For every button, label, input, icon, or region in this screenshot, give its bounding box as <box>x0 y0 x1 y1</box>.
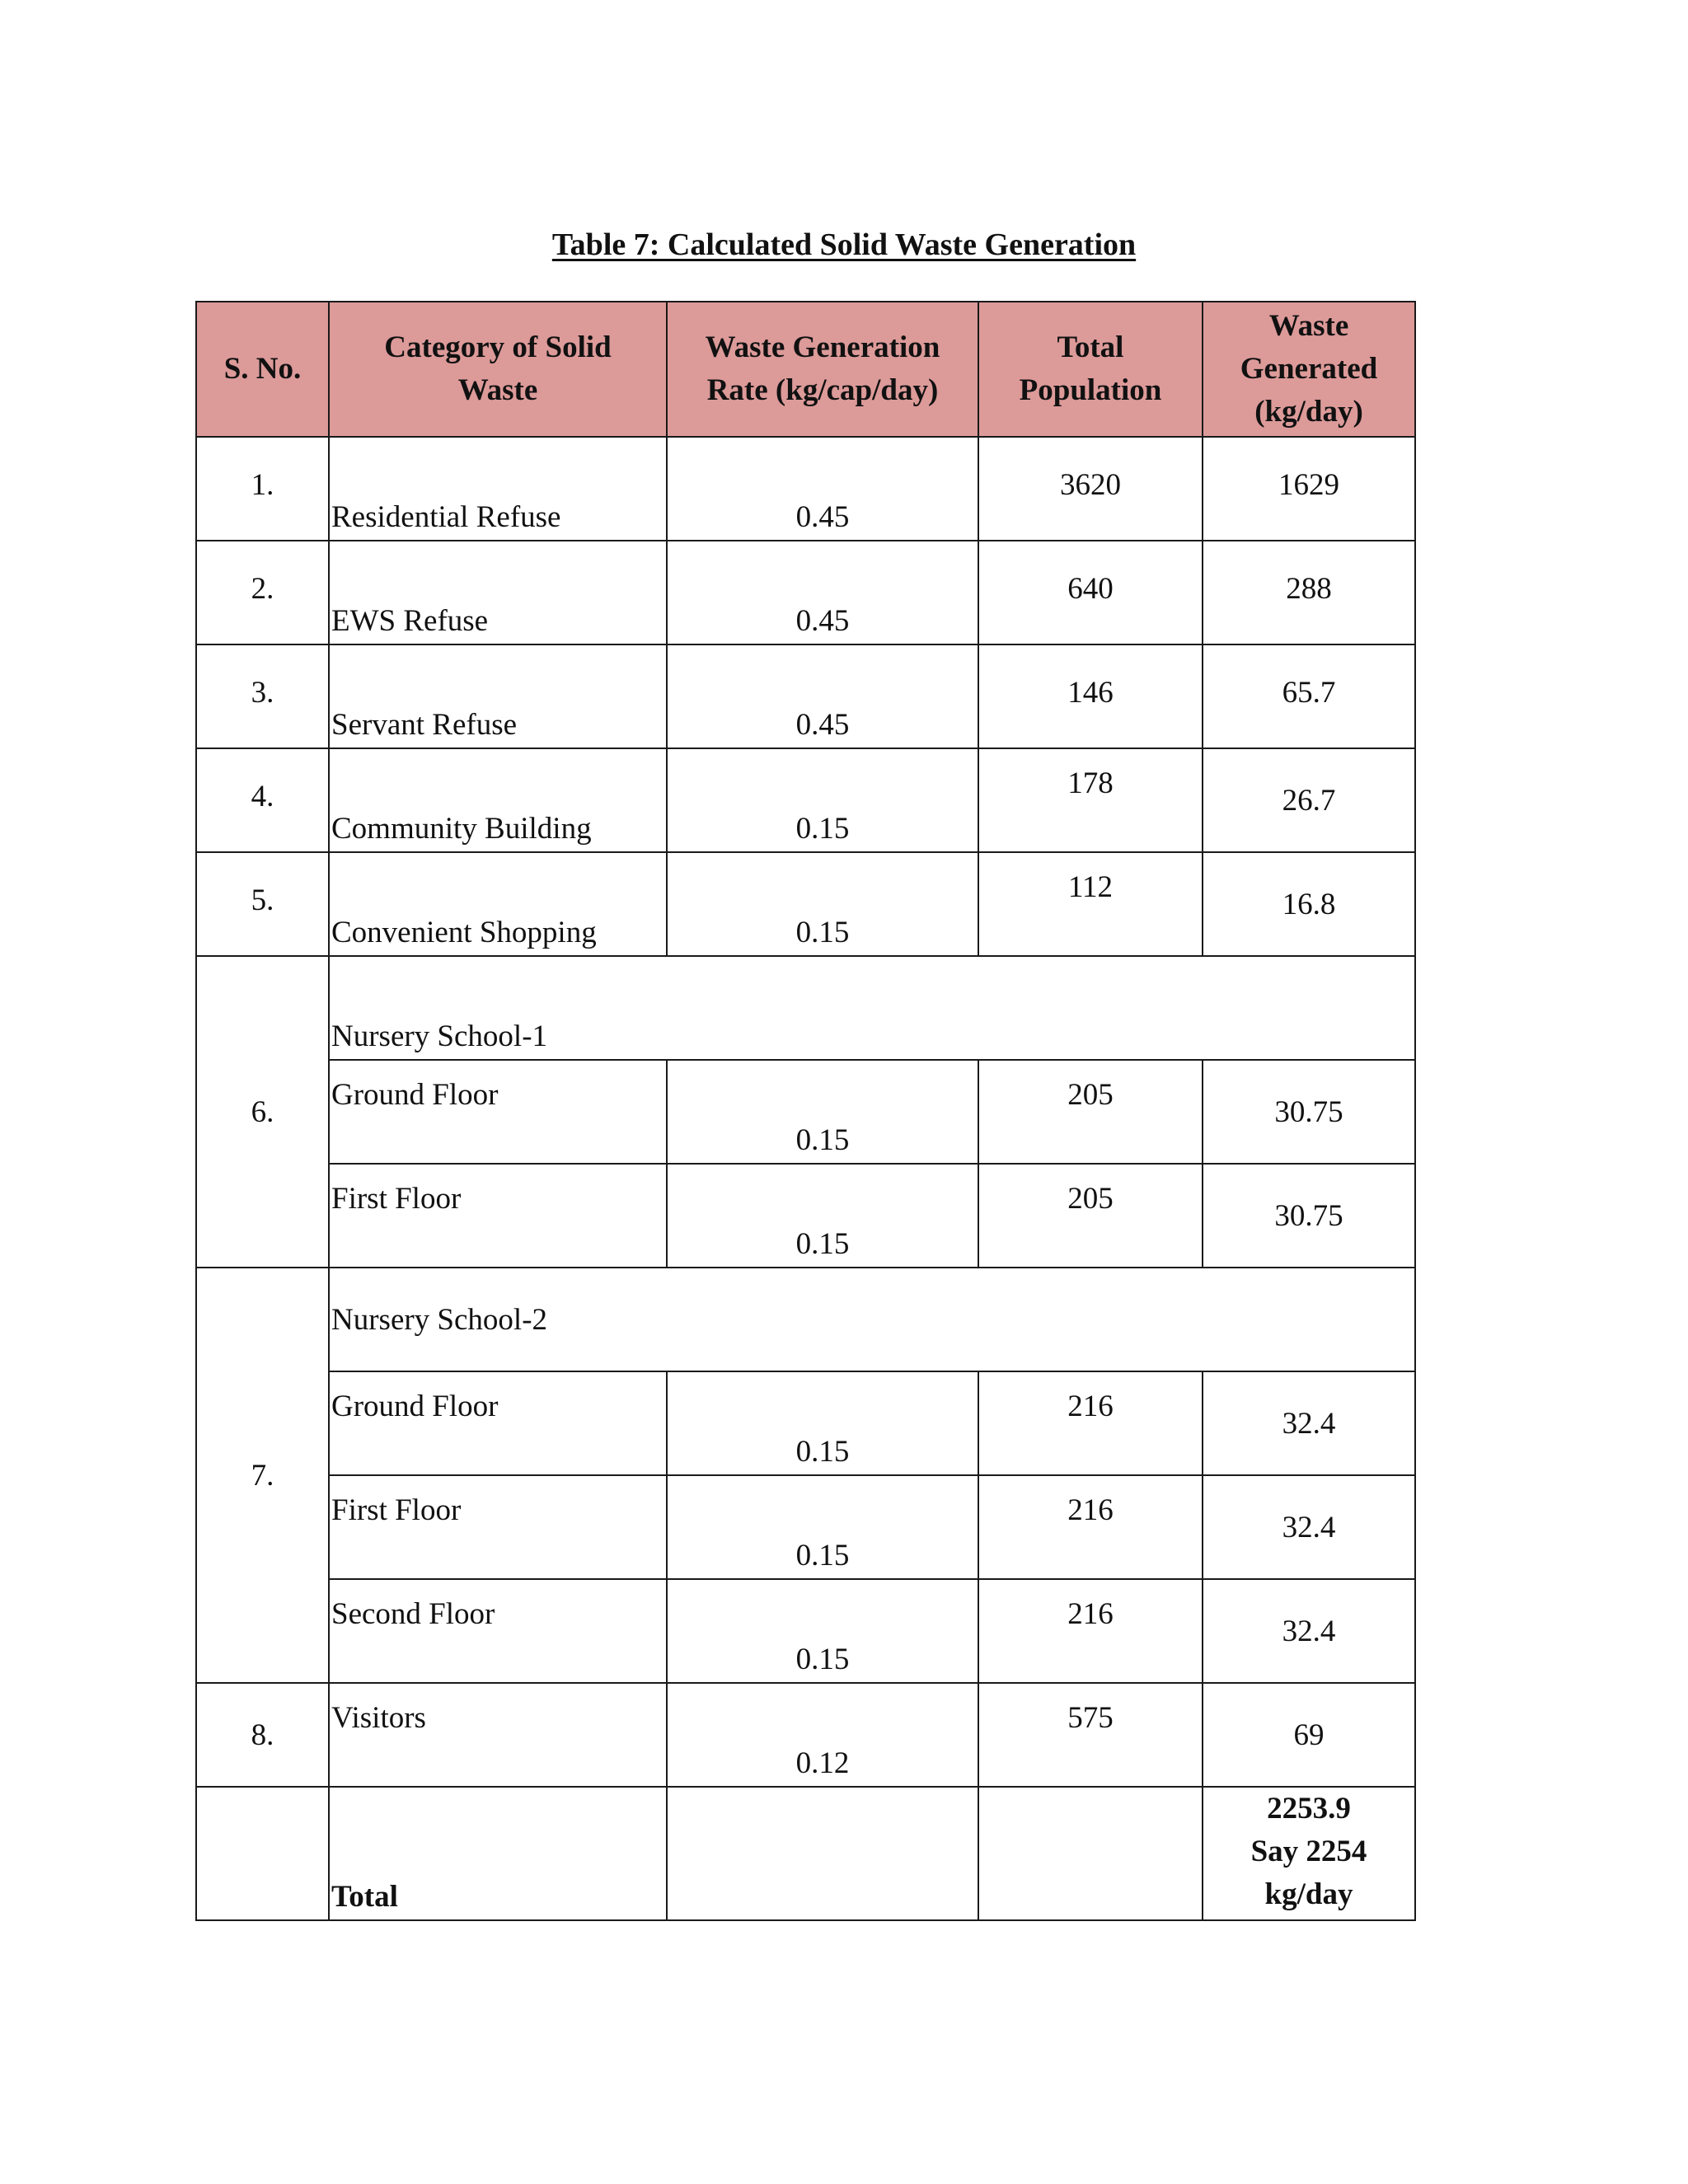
row-sno: 5. <box>251 883 274 917</box>
row-generated: 32.4 <box>1203 1371 1415 1475</box>
row-rate: 0.15 <box>795 1643 850 1676</box>
row-population: 146 <box>1067 676 1114 710</box>
row-generated: 16.8 <box>1203 852 1415 956</box>
header-generated: Waste Generated (kg/day) <box>1203 302 1415 437</box>
row-rate: 0.15 <box>795 1539 850 1572</box>
table-row <box>196 1268 1415 1371</box>
table-row <box>196 1475 1415 1579</box>
row-rate: 0.15 <box>795 1435 850 1469</box>
row-population: 178 <box>1067 766 1114 800</box>
row-category: Residential Refuse <box>331 500 561 534</box>
row-category: Ground Floor <box>331 1078 499 1112</box>
row-sno: 8. <box>196 1683 329 1787</box>
row-sno: 3. <box>251 676 274 710</box>
section-label: Nursery School-2 <box>331 1302 548 1337</box>
total-value-line: 2253.9 <box>1267 1792 1351 1825</box>
row-category: Second Floor <box>331 1597 495 1631</box>
total-value <box>1203 1787 1415 1920</box>
row-category: First Floor <box>331 1493 462 1527</box>
row-population: 205 <box>1067 1182 1114 1216</box>
row-rate: 0.45 <box>795 708 850 742</box>
header-category: Category of Solid Waste <box>329 302 667 437</box>
row-sno: 1. <box>251 468 274 502</box>
row-sno: 2. <box>251 572 274 606</box>
row-rate: 0.15 <box>795 1227 850 1261</box>
row-rate: 0.12 <box>795 1746 850 1780</box>
table-row <box>196 956 1415 1060</box>
table-row <box>196 1579 1415 1683</box>
total-value-line: Say 2254 <box>1250 1835 1367 1868</box>
row-population: 575 <box>1067 1701 1114 1735</box>
row-sno: 4. <box>251 780 274 813</box>
row-generated: 30.75 <box>1203 1060 1415 1164</box>
row-generated: 32.4 <box>1203 1579 1415 1683</box>
table-row <box>196 1371 1415 1475</box>
header-rate: Waste Generation Rate (kg/cap/day) <box>667 302 978 437</box>
section-label: Nursery School-1 <box>331 1019 548 1053</box>
row-generated: 30.75 <box>1203 1164 1415 1268</box>
row-rate: 0.45 <box>795 604 850 638</box>
row-rate: 0.15 <box>795 812 850 846</box>
table-row <box>196 748 1415 852</box>
row-category: Convenient Shopping <box>331 916 597 949</box>
total-value-line: kg/day <box>1264 1877 1353 1911</box>
table-row <box>196 437 1415 541</box>
row-sno: 6. <box>196 956 329 1268</box>
row-population: 216 <box>1067 1597 1114 1631</box>
table-row <box>196 852 1415 956</box>
row-generated: 288 <box>1286 572 1332 606</box>
row-generated: 65.7 <box>1282 676 1336 710</box>
total-label: Total <box>331 1880 398 1914</box>
row-generated: 26.7 <box>1203 748 1415 852</box>
row-category: First Floor <box>331 1182 462 1216</box>
table-row <box>196 1164 1415 1268</box>
row-generated: 69 <box>1203 1683 1415 1787</box>
row-population: 112 <box>1067 870 1114 904</box>
table-row <box>196 1060 1415 1164</box>
page-title: Table 7: Calculated Solid Waste Generation <box>551 227 1137 262</box>
table-row <box>196 644 1415 748</box>
row-category: Servant Refuse <box>331 708 518 742</box>
row-category: EWS Refuse <box>331 604 489 638</box>
row-category: Community Building <box>331 812 592 846</box>
row-rate: 0.15 <box>795 1123 850 1157</box>
row-generated: 1629 <box>1278 468 1339 502</box>
row-generated: 32.4 <box>1203 1475 1415 1579</box>
row-category: Visitors <box>331 1701 426 1735</box>
row-population: 205 <box>1067 1078 1114 1112</box>
row-rate: 0.15 <box>795 916 850 949</box>
row-rate: 0.45 <box>795 500 850 534</box>
table-row <box>196 541 1415 644</box>
row-sno: 7. <box>196 1268 329 1683</box>
table-header-row <box>196 302 1415 437</box>
waste-generation-table <box>195 301 1416 1921</box>
row-category: Ground Floor <box>331 1390 499 1423</box>
row-population: 3620 <box>1060 468 1121 502</box>
table-row <box>196 1683 1415 1787</box>
row-population: 640 <box>1067 572 1114 606</box>
row-population: 216 <box>1067 1493 1114 1527</box>
row-population: 216 <box>1067 1390 1114 1423</box>
header-sno: S. No. <box>196 302 329 437</box>
total-row <box>196 1787 1415 1920</box>
header-population: Total Population <box>978 302 1203 437</box>
